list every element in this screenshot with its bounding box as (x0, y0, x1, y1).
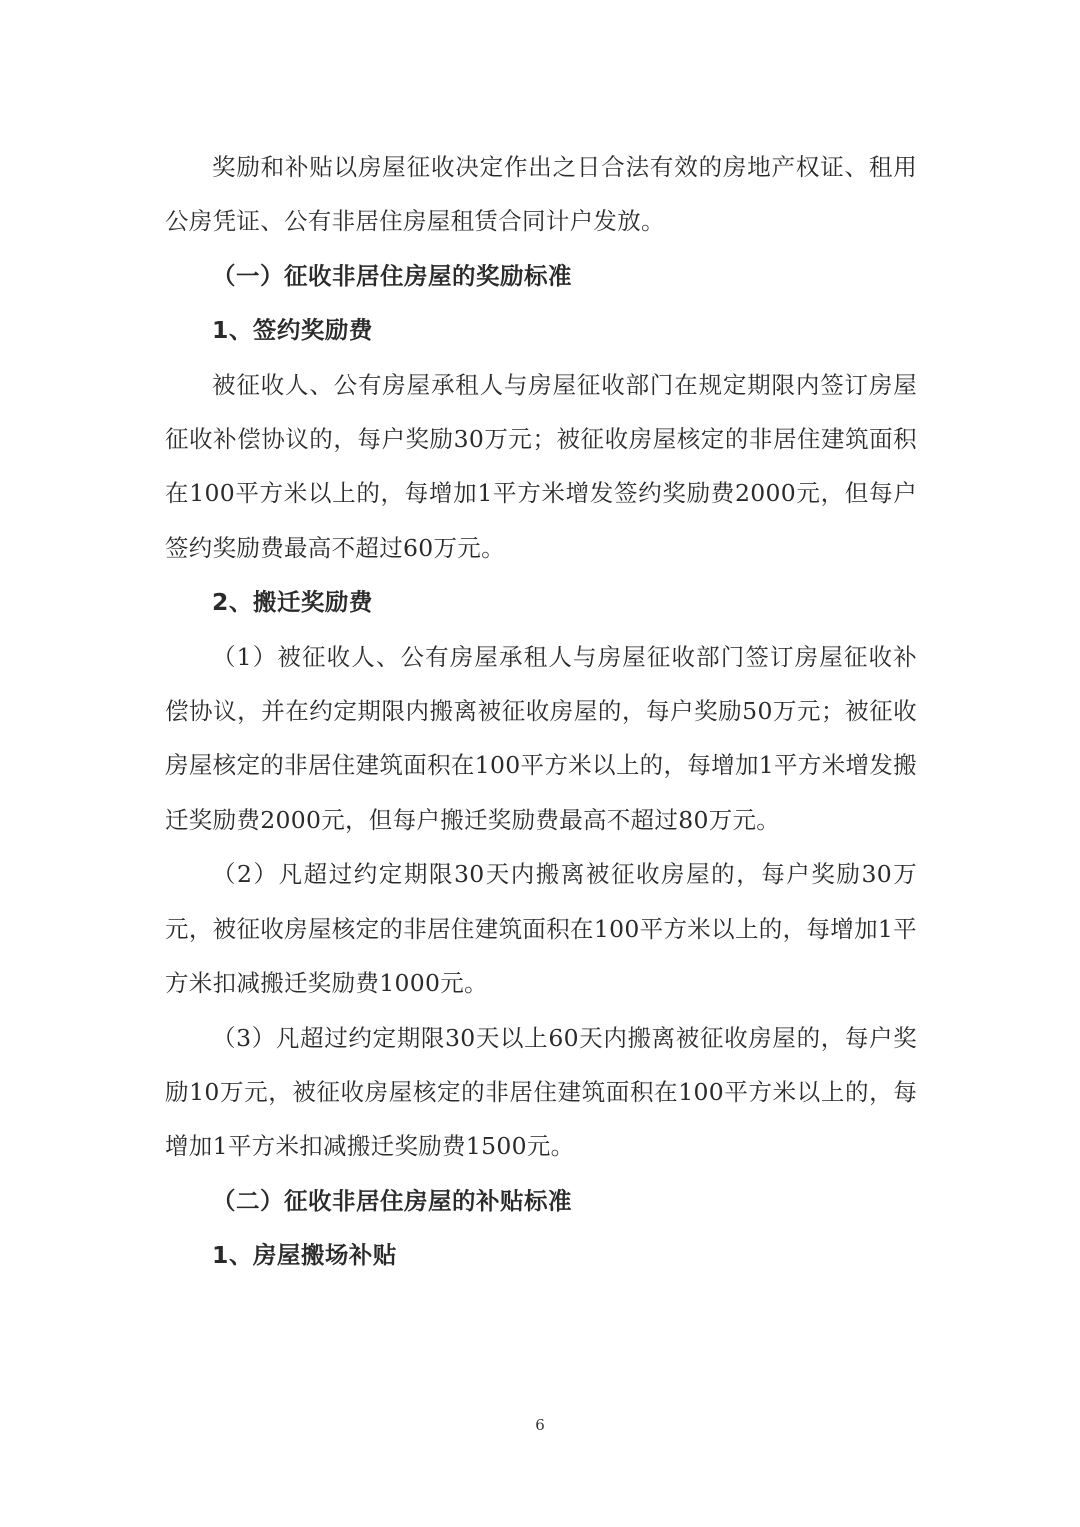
document-body (165, 140, 917, 1283)
page-number: 6 (535, 1416, 545, 1434)
subheading-signing-reward: 1、签约奖励费 (212, 316, 373, 345)
subheading-relocation-reward: 2、搬迁奖励费 (212, 588, 373, 617)
section-heading-subsidy-standards: （二）征收非居住房屋的补贴标准 (212, 1186, 572, 1215)
paragraph-relocation-item-3: （3）凡超过约定期限30天以上60天内搬离被征收房屋的，每户奖励10万元，被征收房屋核定的非居住建筑面积在100平方米以上的，每增加1平方米扣减搬迁奖励费1500元。 (165, 1023, 917, 1161)
paragraph-relocation-item-1: （1）被征收人、公有房屋承租人与房屋征收部门签订房屋征收补偿协议，并在约定期限内搬离被征收房屋的，每户奖励50万元；被征收房屋核定的非居住建筑面积在100平方米以上的，每增加1平方米增发搬迁奖励费2000元，但每户搬迁奖励费最高不超过80万元。 (165, 642, 917, 834)
section-heading-reward-standards: （一）征收非居住房屋的奖励标准 (212, 261, 572, 290)
paragraph-relocation-item-2: （2）凡超过约定期限30天内搬离被征收房屋的，每户奖励30万元，被征收房屋核定的非居住建筑面积在100平方米以上的，每增加1平方米扣减搬迁奖励费1000元。 (165, 860, 917, 998)
paragraph-distribution-basis: 奖励和补贴以房屋征收决定作出之日合法有效的房地产权证、租用公房凭证、公有非居住房屋租赁合同计户发放。 (165, 153, 917, 236)
subheading-moving-subsidy: 1、房屋搬场补贴 (212, 1241, 397, 1270)
paragraph-signing-reward: 被征收人、公有房屋承租人与房屋征收部门在规定期限内签订房屋征收补偿协议的，每户奖励30万元；被征收房屋核定的非居住建筑面积在100平方米以上的，每增加1平方米增发签约奖励费2000元，但每户签约奖励费最高不超过60万元。 (165, 370, 917, 562)
